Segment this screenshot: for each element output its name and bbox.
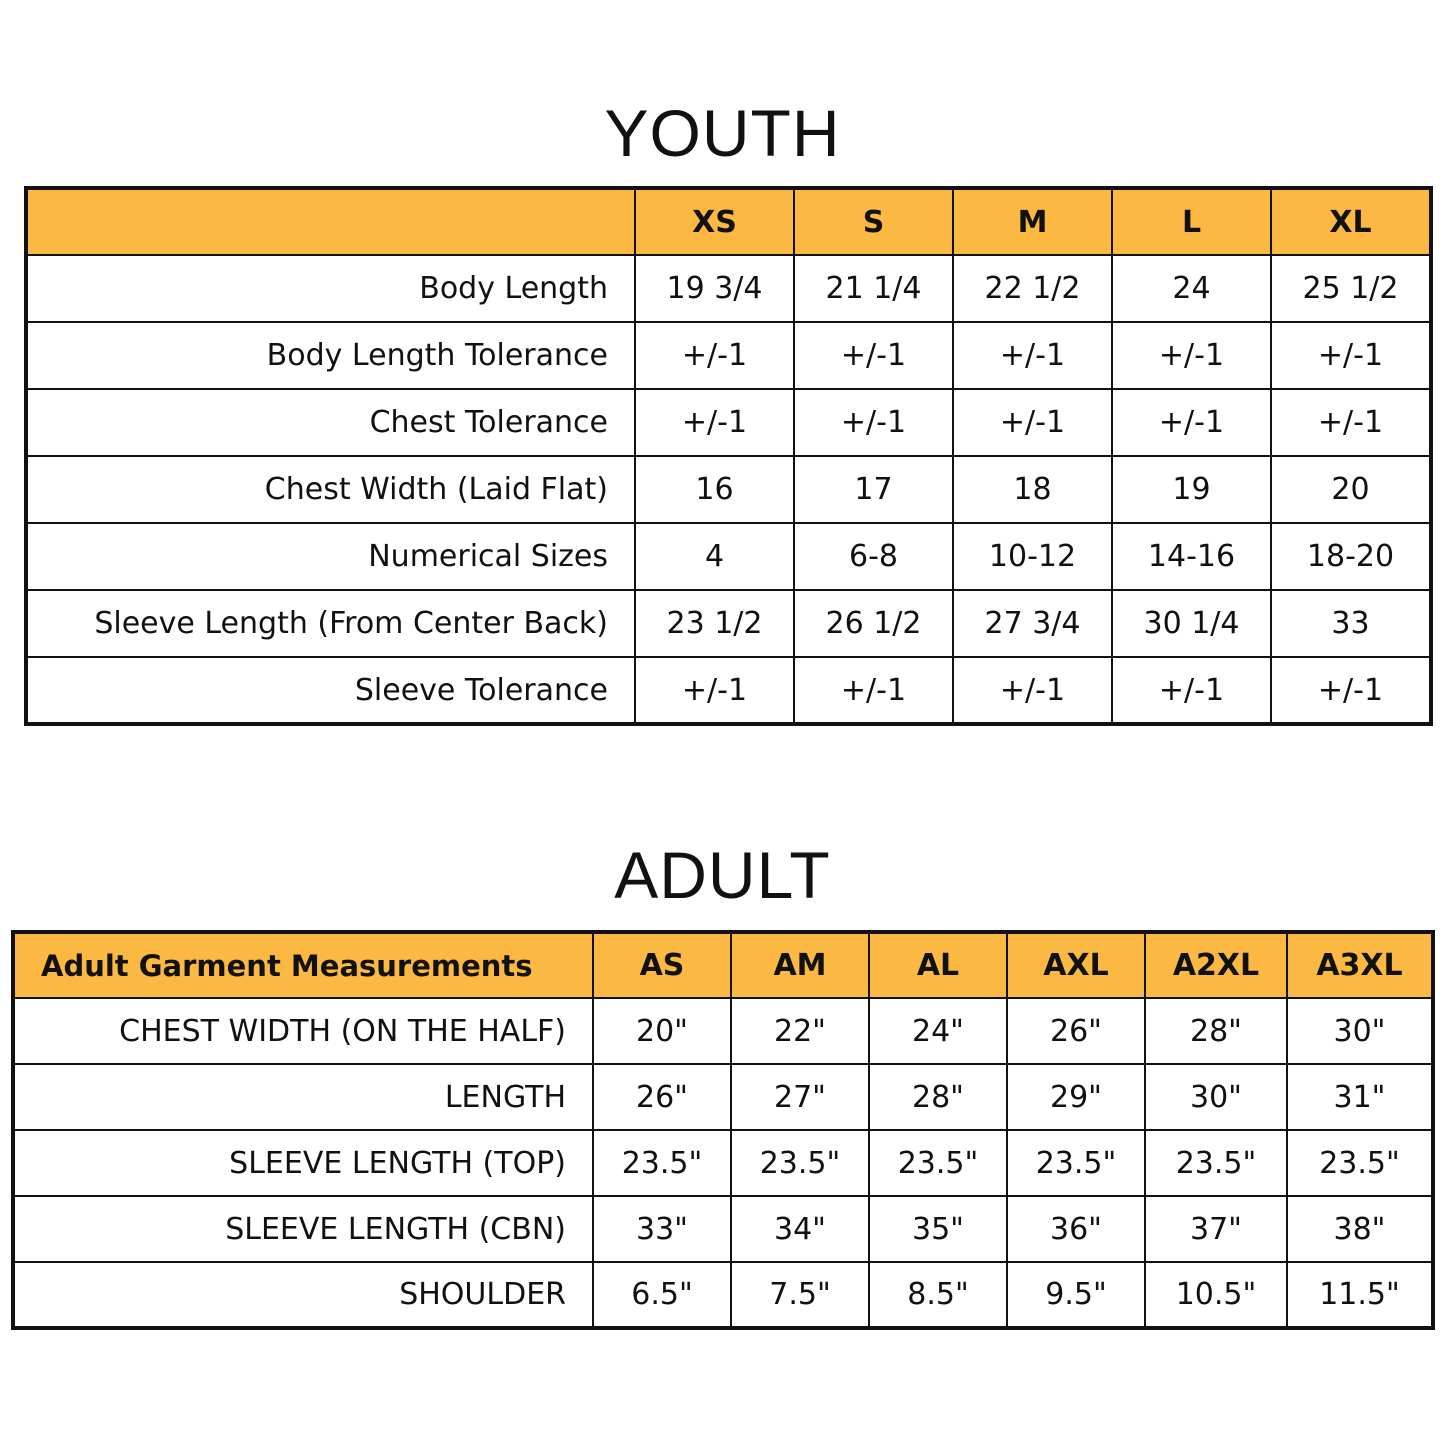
row-label: CHEST WIDTH (ON THE HALF) [13, 998, 593, 1064]
table-cell: 30" [1287, 998, 1433, 1064]
table-cell: 19 [1112, 456, 1271, 523]
table-row [26, 456, 1431, 523]
table-cell: 22 1/2 [953, 255, 1112, 322]
table-row [13, 1262, 1433, 1328]
table-cell: +/-1 [794, 322, 953, 389]
adult-size-header: A2XL [1145, 932, 1287, 998]
table-cell: 24" [869, 998, 1007, 1064]
table-cell: 26" [593, 1064, 731, 1130]
table-row [26, 590, 1431, 657]
table-cell: 33 [1271, 590, 1431, 657]
table-cell: 25 1/2 [1271, 255, 1431, 322]
table-cell: 4 [635, 523, 794, 590]
table-cell: 9.5" [1007, 1262, 1145, 1328]
table-row [13, 998, 1433, 1064]
table-cell: +/-1 [794, 657, 953, 724]
row-label: SLEEVE LENGTH (TOP) [13, 1130, 593, 1196]
table-cell: 26" [1007, 998, 1145, 1064]
row-label: SHOULDER [13, 1262, 593, 1328]
table-cell: 30" [1145, 1064, 1287, 1130]
table-row [26, 523, 1431, 590]
table-cell: 27 3/4 [953, 590, 1112, 657]
table-cell: +/-1 [953, 322, 1112, 389]
youth-section-title: YOUTH [604, 96, 841, 170]
table-cell: +/-1 [953, 657, 1112, 724]
table-cell: 23.5" [1287, 1130, 1433, 1196]
table-cell: +/-1 [635, 657, 794, 724]
row-label: Body Length [26, 255, 635, 322]
table-cell: +/-1 [794, 389, 953, 456]
row-label: Chest Tolerance [26, 389, 635, 456]
table-row [26, 322, 1431, 389]
row-label: Sleeve Length (From Center Back) [26, 590, 635, 657]
adult-size-header: AS [593, 932, 731, 998]
table-cell: 20" [593, 998, 731, 1064]
table-cell: 11.5" [1287, 1262, 1433, 1328]
table-cell: 18 [953, 456, 1112, 523]
table-cell: +/-1 [1112, 389, 1271, 456]
table-cell: 30 1/4 [1112, 590, 1271, 657]
table-cell: 23.5" [731, 1130, 869, 1196]
table-row [26, 657, 1431, 724]
table-cell: 27" [731, 1064, 869, 1130]
table-cell: 23.5" [1145, 1130, 1287, 1196]
table-cell: 21 1/4 [794, 255, 953, 322]
youth-size-header: M [953, 188, 1112, 255]
table-row [26, 389, 1431, 456]
table-cell: 10-12 [953, 523, 1112, 590]
table-cell: +/-1 [1271, 322, 1431, 389]
table-cell: 17 [794, 456, 953, 523]
table-cell: 19 3/4 [635, 255, 794, 322]
table-cell: 23.5" [869, 1130, 1007, 1196]
table-cell: +/-1 [635, 322, 794, 389]
table-cell: 28" [1145, 998, 1287, 1064]
table-cell: 35" [869, 1196, 1007, 1262]
youth-size-header: S [794, 188, 953, 255]
table-cell: 22" [731, 998, 869, 1064]
table-row [13, 1064, 1433, 1130]
table-cell: 26 1/2 [794, 590, 953, 657]
youth-size-header: XS [635, 188, 794, 255]
table-cell: 10.5" [1145, 1262, 1287, 1328]
youth-size-header: XL [1271, 188, 1431, 255]
adult-header-row [13, 932, 1433, 998]
table-cell: 31" [1287, 1064, 1433, 1130]
table-cell: 37" [1145, 1196, 1287, 1262]
youth-size-header: L [1112, 188, 1271, 255]
adult-section-title: ADULT [614, 838, 831, 912]
youth-header-row [26, 188, 1431, 255]
table-cell: 23.5" [1007, 1130, 1145, 1196]
table-cell: +/-1 [635, 389, 794, 456]
table-cell: 14-16 [1112, 523, 1271, 590]
table-cell: 38" [1287, 1196, 1433, 1262]
table-cell: 24 [1112, 255, 1271, 322]
table-cell: +/-1 [1112, 657, 1271, 724]
table-cell: 36" [1007, 1196, 1145, 1262]
table-cell: 6-8 [794, 523, 953, 590]
table-cell: 34" [731, 1196, 869, 1262]
table-cell: +/-1 [1271, 389, 1431, 456]
adult-size-header: AL [869, 932, 1007, 998]
table-cell: +/-1 [953, 389, 1112, 456]
table-cell: +/-1 [1112, 322, 1271, 389]
row-label: Chest Width (Laid Flat) [26, 456, 635, 523]
adult-size-header: AM [731, 932, 869, 998]
row-label: Sleeve Tolerance [26, 657, 635, 724]
youth-size-table [24, 186, 1433, 726]
table-cell: 29" [1007, 1064, 1145, 1130]
table-cell: +/-1 [1271, 657, 1431, 724]
table-row [26, 255, 1431, 322]
table-cell: 20 [1271, 456, 1431, 523]
table-row [13, 1196, 1433, 1262]
adult-size-header: AXL [1007, 932, 1145, 998]
table-cell: 6.5" [593, 1262, 731, 1328]
adult-size-header: A3XL [1287, 932, 1433, 998]
table-cell: 18-20 [1271, 523, 1431, 590]
table-cell: 16 [635, 456, 794, 523]
table-cell: 33" [593, 1196, 731, 1262]
table-row [13, 1130, 1433, 1196]
table-cell: 7.5" [731, 1262, 869, 1328]
table-cell: 8.5" [869, 1262, 1007, 1328]
row-label: Body Length Tolerance [26, 322, 635, 389]
adult-size-table [11, 930, 1435, 1330]
row-label: SLEEVE LENGTH (CBN) [13, 1196, 593, 1262]
row-label: LENGTH [13, 1064, 593, 1130]
row-label: Numerical Sizes [26, 523, 635, 590]
youth-header-label [26, 188, 635, 255]
table-cell: 23 1/2 [635, 590, 794, 657]
adult-header-label: Adult Garment Measurements [13, 932, 593, 998]
table-cell: 28" [869, 1064, 1007, 1130]
table-cell: 23.5" [593, 1130, 731, 1196]
